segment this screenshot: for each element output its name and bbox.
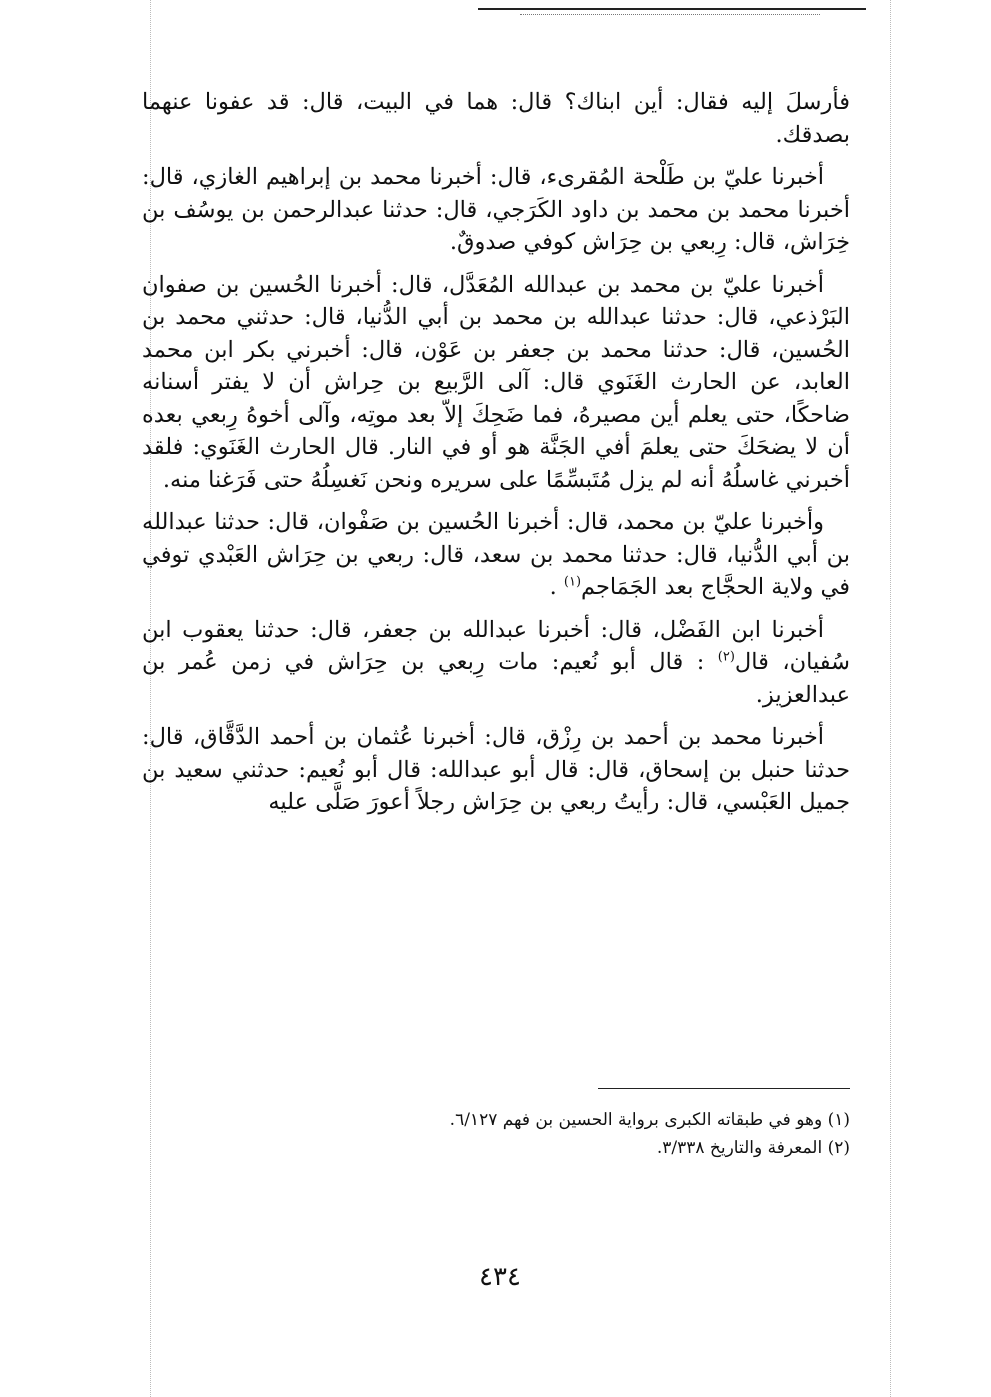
scan-edge-dots-right [890, 0, 891, 1397]
paragraph-4 [142, 506, 850, 604]
paragraph-2: أخبرنا عليّ بن طَلْحة المُقرىء، قال: أخبرنا محمد بن إبراهيم الغازي، قال: أخبرنا محمد بن محمد بن داود الكَرَجي، قال: حدثنا عبدالرحمن بن يوسُف بن خِرَاش، قال: رِبعي بن حِرَاش كوفي صدوقٌ. [142, 164, 850, 255]
footnotes [300, 1106, 850, 1162]
header-rule [478, 8, 866, 10]
paragraph-6: أخبرنا محمد بن أحمد بن رِزْق، قال: أخبرنا عُثمان بن أحمد الدَّقَّاق، قال: حدثنا حنبل بن إسحاق، قال: قال أبو عبدالله: قال أبو نُعيم: حدثني سعيد بن جميل العَبْسي، قال: رأيتُ ربعي بن حِرَاش رجلاً أعورَ صَلَّى عليه [142, 724, 850, 815]
paragraph-1: فأرسلَ إليه فقال: أين ابناك؟ قال: هما في البيت، قال: قد عفونا عنهما بصدقك. [142, 89, 850, 148]
paragraph-5-rest: : قال أبو نُعيم: مات رِبعي بن حِرَاش في زمن عُمر بن عبدالعزيز. [142, 649, 850, 708]
paragraph-4-text: وأخبرنا عليّ بن محمد، قال: أخبرنا الحُسين بن صَفْوان، قال: حدثنا عبدالله بن أبي الدُّنيا، قال: حدثنا محمد بن سعد، قال: ربعي بن حِرَاش العَبْدي توفي في ولاية الحجَّاج بعد الجَمَاجم [142, 509, 850, 600]
paragraph-3: أخبرنا عليّ بن محمد بن عبدالله المُعَدَّل، قال: أخبرنا الحُسين بن صفوان البَرْذعي، قال: حدثنا عبدالله بن محمد بن أبي الدُّنيا، قال: حدثني محمد بن الحُسين، قال: حدثنا محمد بن جعفر بن عَوْن، قال: أخبرني بكر ابن محمد العابد، عن الحارث الغَنَوي قال: آلى الرَّبيع بن حِراش أن لا يفتر أسنانه ضاحكًا، حتى يعلم أين مصيرهُ، فما ضَحِكَ إلاّ بعد موتِه، وآلى أخوهُ رِبعي بعده أن لا يضحَكَ حتى يعلمَ أفي الجَنَّة هو أو في النار. قال الحارث الغَنَوي: فلقد أخبرني غاسلُهُ أنه لم يزل مُتَبسِّمًا على سريره ونحن نَغسِلُهُ حتى فَرَغنا منه. [142, 271, 850, 493]
header-dotted-rule [520, 14, 820, 15]
footnote-ref-2: (٢) [717, 649, 735, 665]
page-number: ٤٣٤ [479, 1262, 521, 1292]
paragraph-5 [142, 614, 850, 712]
footnote-2: (٢) المعرفة والتاريخ ٣/٣٣٨. [656, 1138, 850, 1158]
footnote-1: (١) وهو في طبقاته الكبرى برواية الحسين بن فهم ٦/١٢٧. [449, 1110, 850, 1130]
footnote-ref-1: (١) [563, 574, 582, 590]
paragraph-5-text: أخبرنا ابن الفَضْل، قال: أخبرنا عبدالله بن جعفر، قال: حدثنا يعقوب ابن سُفيان، قال [142, 616, 850, 675]
paragraph-4-end: . [549, 574, 557, 600]
footnote-separator [598, 1088, 850, 1089]
page-body [142, 86, 850, 829]
